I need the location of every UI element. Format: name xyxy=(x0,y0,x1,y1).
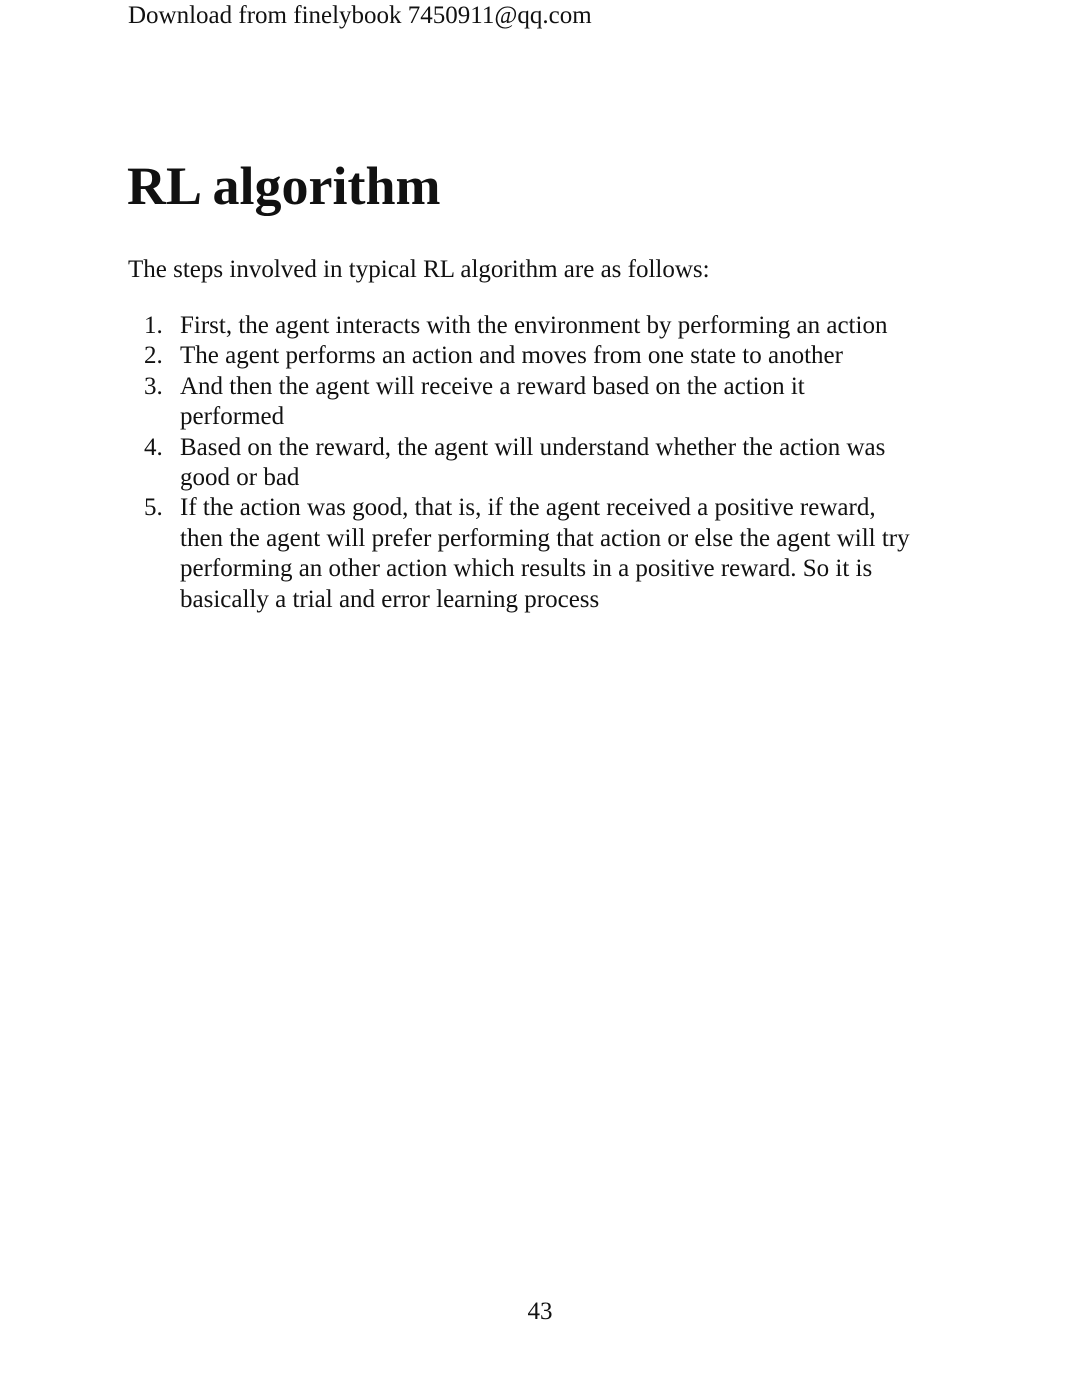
list-item xyxy=(144,433,980,494)
list-item-number: 2. xyxy=(144,342,163,370)
list-item-line: basically a trial and error learning process xyxy=(180,585,600,613)
list-item-line: The agent performs an action and moves from one state to another xyxy=(180,342,843,370)
list-item-number: 4. xyxy=(144,433,163,461)
list-item-line: Based on the reward, the agent will understand whether the action was xyxy=(180,433,886,461)
list-item xyxy=(144,311,980,341)
list-item xyxy=(144,493,980,615)
list-item-line: then the agent will prefer performing that action or else the agent will try xyxy=(180,524,910,552)
page-number: 43 xyxy=(527,1298,553,1325)
list-item-line: performed xyxy=(180,403,285,431)
list-item-line: If the action was good, that is, if the agent received a positive reward, xyxy=(180,494,876,522)
list-item xyxy=(144,341,980,371)
list-item-line: And then the agent will receive a reward based on the action it xyxy=(180,372,805,400)
list-item-number: 5. xyxy=(144,494,163,522)
list-item-number: 3. xyxy=(144,372,163,400)
list-item-line: good or bad xyxy=(180,464,300,492)
list-item xyxy=(144,372,980,433)
list-item-line: First, the agent interacts with the environment by performing an action xyxy=(180,312,888,339)
list-item-number: 1. xyxy=(144,312,163,339)
steps-list xyxy=(144,311,980,615)
page-title: RL algorithm xyxy=(127,156,441,216)
download-header: Download from finelybook 7450911@qq.com xyxy=(128,2,592,29)
intro-paragraph: The steps involved in typical RL algorithm are as follows: xyxy=(128,256,710,283)
list-item-line: performing an other action which results in a positive reward. So it is xyxy=(180,555,873,583)
